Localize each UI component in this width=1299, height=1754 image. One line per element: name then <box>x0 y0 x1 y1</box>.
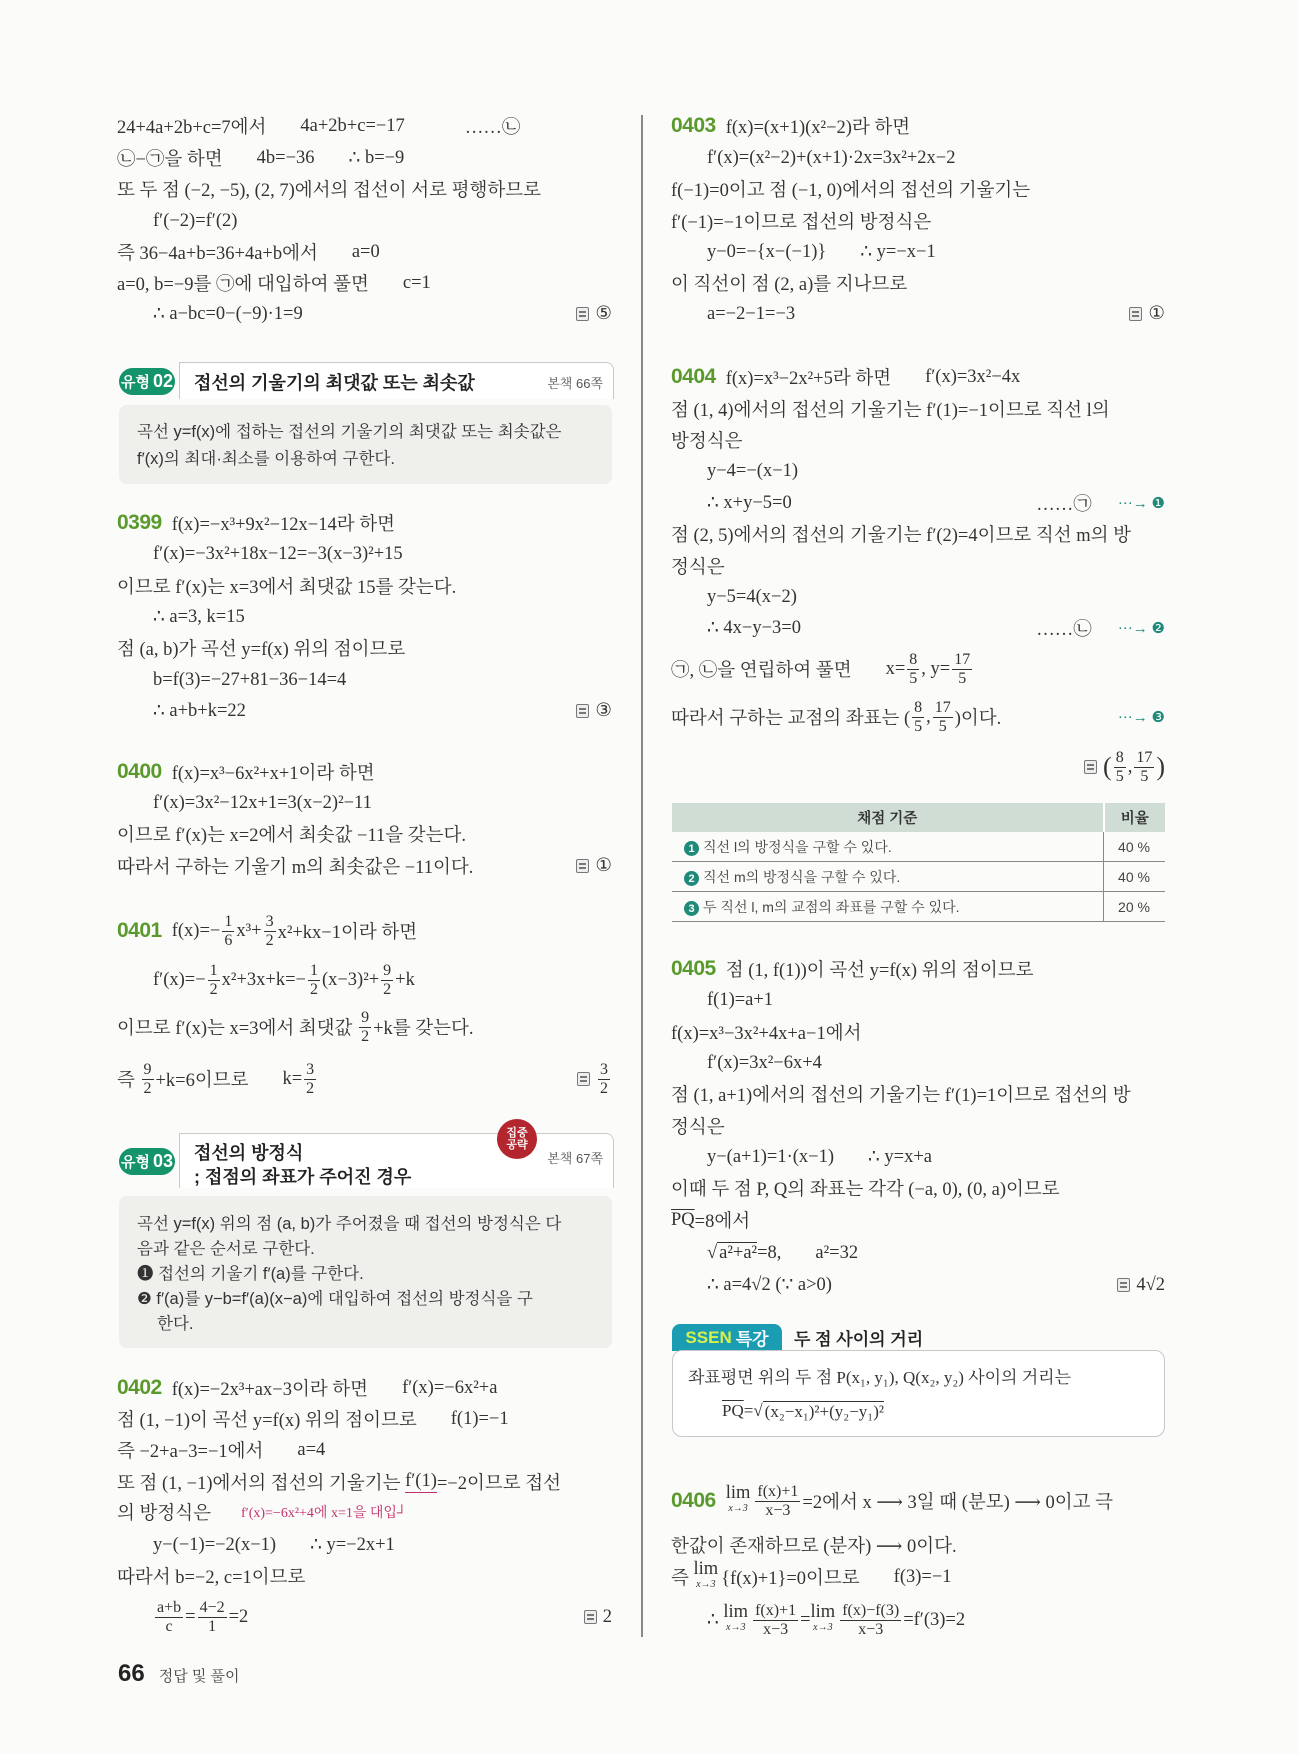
denominator: 5 <box>938 717 947 735</box>
criteria-text: 직선 l의 방정식을 구할 수 있다. <box>703 838 892 855</box>
denominator: 2 <box>383 980 392 998</box>
equation: a=−2−1=−3 <box>707 303 796 324</box>
badge-label: 유형 <box>120 374 150 391</box>
text: f(3)=−1 <box>893 1566 952 1587</box>
sqrt-content: (x₂−x₁)²+(y₂−y₁)² <box>764 1401 884 1421</box>
text: ∴ b=−9 <box>348 148 405 168</box>
answer-value <box>1103 749 1165 786</box>
segment-pq: $\overline{PQ}$ <box>671 1209 695 1230</box>
text: f(x)=−x³+9x²−12x−14라 하면 <box>171 515 395 535</box>
numerator: 17 <box>1136 748 1153 766</box>
lim-text: lim <box>693 1559 719 1579</box>
text: 이므로 f′(x)는 x=3에서 최댓값 15를 갖는다. <box>117 578 457 598</box>
text: = <box>800 1609 811 1630</box>
label-mark: ……㉡ <box>1036 620 1092 640</box>
equation: f′(x)=(x²−2)+(x+1)·2x=3x²+2x−2 <box>707 147 956 168</box>
fraction <box>208 962 220 999</box>
answer <box>576 294 612 334</box>
text: 방정식은 <box>671 432 743 452</box>
fraction <box>1114 749 1126 786</box>
equation: f′(−2)=f′(2) <box>153 210 238 231</box>
text: =f′(3)=2 <box>903 1609 966 1630</box>
text: =8에서 <box>694 1212 751 1232</box>
sqrt-sign: =√ <box>743 1401 763 1420</box>
answer-icon <box>1129 307 1142 321</box>
answer <box>1129 294 1165 334</box>
column-header: 채점 기준 <box>672 803 1104 832</box>
denominator: x−3 <box>858 1620 884 1638</box>
equation: y−5=4(x−2) <box>707 586 797 607</box>
answer-icon <box>1084 760 1097 774</box>
step-number-icon: 2 <box>684 871 699 886</box>
step-number-icon: 3 <box>684 901 699 916</box>
text: f′(x)=− <box>153 969 206 990</box>
answer-icon <box>576 704 589 718</box>
text: {f(x)+1}=0이므로 <box>721 1569 860 1589</box>
fraction <box>755 1483 800 1520</box>
equation: ∴ y=x+a <box>868 1147 932 1167</box>
denominator: c <box>165 1617 173 1635</box>
tip-step: 한다. <box>157 1315 194 1333</box>
fraction <box>840 1602 901 1639</box>
denominator: 5 <box>1140 767 1149 785</box>
numerator: 8 <box>1115 748 1124 766</box>
text: +k=6이므로 <box>155 1071 249 1091</box>
text: 따라서 b=−2, c=1이므로 <box>117 1568 306 1588</box>
equation: f′(x)=−3x²+18x−12=−3(x−3)²+15 <box>153 543 403 564</box>
answer-icon <box>584 1610 597 1624</box>
denominator: 6 <box>224 931 233 949</box>
numerator: 4−2 <box>199 1598 225 1616</box>
text: 따라서 구하는 교점의 좌표는 ( <box>671 709 911 729</box>
text: f′(−1)=−1이므로 접선의 방정식은 <box>671 213 932 233</box>
text: 점 (1, a+1)에서의 접선의 기울기는 f′(1)=1이므로 접선의 방 <box>671 1086 1131 1106</box>
tip-text: 곡선 y=f(x)에 접하는 접선의 기울기의 최댓값 또는 최솟값은 <box>137 423 562 441</box>
text: x³+ <box>236 920 262 941</box>
equation: ∴ a=3, k=15 <box>153 607 245 627</box>
numerator: 17 <box>934 698 951 716</box>
column-divider <box>641 115 643 1637</box>
numerator: f(x)+1 <box>757 1482 799 1500</box>
text: f(x)=x³−2x²+5라 하면 <box>725 369 892 389</box>
problem-number: 0403 <box>671 114 716 137</box>
ssen-tab-label: 특강 <box>735 1330 769 1349</box>
text: ㉠, ㉡을 연립하여 풀면 <box>671 661 852 681</box>
text: )이다. <box>954 709 1002 729</box>
page-number: 66 <box>118 1660 145 1687</box>
fraction <box>142 1061 154 1098</box>
text: 점 (1, −1)이 곡선 y=f(x) 위의 점이므로 <box>117 1411 417 1431</box>
denominator: 2 <box>306 1079 315 1097</box>
page-reference: 본책 67쪽 <box>547 1151 603 1166</box>
badge-number: 02 <box>152 371 173 391</box>
numerator: 9 <box>143 1060 152 1078</box>
denominator: 2 <box>309 980 318 998</box>
badge-number: 03 <box>152 1151 173 1171</box>
ssen-title: 두 점 사이의 거리 <box>794 1330 924 1349</box>
text: x²+kx−1이라 하면 <box>277 923 418 943</box>
separator: , <box>1127 756 1133 777</box>
text: , y= <box>921 658 951 679</box>
denominator: 5 <box>909 669 918 687</box>
limit <box>811 1604 836 1636</box>
numerator: 1 <box>224 912 233 930</box>
text: 4a+2b+c=−17 <box>300 115 405 136</box>
denominator: 2 <box>600 1079 608 1097</box>
text: 정식은 <box>671 1118 725 1138</box>
section-title: 접선의 기울기의 최댓값 또는 최솟값 <box>194 373 475 393</box>
ssen-text: 좌표평면 위의 두 점 P(x₁, y₁), Q(x₂, y₂) 사이의 거리는 <box>688 1367 1071 1387</box>
type-badge <box>119 368 175 395</box>
denominator: 1 <box>208 1617 217 1635</box>
limit <box>726 1485 751 1517</box>
step-number-icon: 1 <box>684 841 699 856</box>
text: 또 두 점 (−2, −5), (2, 7)에서의 접선이 서로 평행하므로 <box>117 181 541 201</box>
numerator: 9 <box>383 961 392 979</box>
paren: ( <box>1103 752 1112 781</box>
equation: ∴ y=−x−1 <box>860 242 936 262</box>
answer-value: 2 <box>602 1606 612 1627</box>
criteria-text: 직선 m의 방정식을 구할 수 있다. <box>703 868 901 885</box>
ratio-cell: 40 % <box>1104 832 1166 862</box>
step-marker: ···→ ❶ <box>1117 495 1165 512</box>
text: 이므로 f′(x)는 x=2에서 최솟값 −11을 갖는다. <box>117 826 467 846</box>
fraction <box>1134 749 1154 786</box>
sqrt-sign: √ <box>707 1242 718 1263</box>
denominator: 5 <box>914 717 923 735</box>
fraction <box>155 1599 183 1636</box>
badge-label: 유형 <box>120 1154 150 1171</box>
paren: ) <box>1156 752 1165 781</box>
lim-text: lim <box>723 1602 749 1622</box>
problem-number: 0405 <box>671 957 716 980</box>
section-subtitle: ; 접점의 좌표가 주어진 경우 <box>194 1167 412 1187</box>
table-header-row <box>672 803 1165 832</box>
text: a=0, b=−9를 ㉠에 대입하여 풀면 <box>117 275 369 295</box>
problem-number: 0399 <box>117 511 162 534</box>
text: ∴ <box>707 1610 719 1630</box>
equation: b=f(3)=−27+81−36−14=4 <box>153 669 347 690</box>
numerator: f(x)−f(3) <box>842 1601 900 1619</box>
equation: f′(x)=3x²−12x+1=3(x−2)²−11 <box>153 792 372 813</box>
tip-box <box>119 405 612 484</box>
ratio-cell: 20 % <box>1104 892 1166 922</box>
table-row <box>672 862 1165 892</box>
tip-text: 곡선 y=f(x) 위의 점 (a, b)가 주어졌을 때 접선의 방정식은 다 <box>137 1215 562 1233</box>
text: +k를 갖는다. <box>373 1019 474 1039</box>
fraction <box>907 651 919 688</box>
scoring-table <box>672 803 1165 922</box>
text: 점 (1, 4)에서의 접선의 기울기는 f′(1)=−1이므로 직선 l의 <box>671 401 1110 421</box>
tip-box <box>119 1196 612 1348</box>
text: 즉 36−4a+b=36+4a+b에서 <box>117 244 318 264</box>
denominator: 2 <box>209 980 218 998</box>
step-marker: ···→ ❷ <box>1117 620 1165 637</box>
fraction <box>381 962 393 999</box>
answer <box>1084 747 1165 787</box>
text: (x−3)²+ <box>321 969 380 990</box>
equation: y−(−1)=−2(x−1) <box>153 1534 277 1555</box>
answer <box>576 691 612 731</box>
numerator: 17 <box>954 650 971 668</box>
text: f′(x)=−6x²+a <box>402 1377 498 1398</box>
annotation-note: f′(x)=−6x²+4에 x=1을 대입┘ <box>240 1506 407 1521</box>
text: 이때 두 점 P, Q의 좌표는 각각 (−a, 0), (0, a)이므로 <box>671 1180 1060 1200</box>
answer-icon <box>1117 1278 1130 1292</box>
numerator: 8 <box>914 698 923 716</box>
text: f(1)=−1 <box>450 1408 509 1429</box>
table-row <box>672 832 1165 862</box>
equation: =8, <box>757 1242 782 1263</box>
equation: ∴ x+y−5=0 <box>707 493 792 513</box>
label-mark: ……㉡ <box>464 118 521 138</box>
tip-step: ❶ 접선의 기울기 f′(a)를 구한다. <box>137 1265 364 1283</box>
equation: y−(a+1)=1·(x−1) <box>707 1146 834 1167</box>
text: 즉 <box>671 1569 689 1589</box>
answer-icon <box>576 307 589 321</box>
type-badge <box>119 1148 175 1175</box>
text: 점 (2, 5)에서의 접선의 기울기는 f′(2)=4이므로 직선 m의 방 <box>671 526 1131 546</box>
tip-text: 음과 같은 순서로 구한다. <box>137 1240 315 1258</box>
lim-subscript: x→3 <box>726 1622 746 1633</box>
text: c=1 <box>402 272 431 293</box>
text: f′(x)=3x²−4x <box>925 366 1021 387</box>
problem-number: 0402 <box>117 1376 162 1399</box>
fraction <box>308 962 320 999</box>
step-marker: ···→ ❸ <box>1117 709 1165 726</box>
footer-title: 정답 및 풀이 <box>158 1668 240 1685</box>
answer-value: ⑤ <box>595 304 612 324</box>
text: 또 점 (1, −1)에서의 접선의 기울기는 <box>117 1474 401 1494</box>
text: 의 방정식은 <box>117 1504 211 1524</box>
equation: ∴ 4x−y−3=0 <box>707 618 801 638</box>
answer-value: ③ <box>595 701 612 721</box>
ssen-tab-label: SSEN <box>685 1327 732 1347</box>
text: 이므로 f′(x)는 x=3에서 최댓값 <box>117 1019 353 1039</box>
answer <box>576 846 612 886</box>
equation: y−0=−{x−(−1)} <box>707 241 827 262</box>
denominator: x−3 <box>765 1501 791 1519</box>
fraction <box>912 699 924 736</box>
tip-text: f′(x)의 최대·최소를 이용하여 구한다. <box>137 450 395 468</box>
fraction <box>198 1599 227 1636</box>
column-header: 비율 <box>1104 803 1166 832</box>
text: 점 (a, b)가 곡선 y=f(x) 위의 점이므로 <box>117 640 406 660</box>
text: f(−1)=0이고 점 (−1, 0)에서의 접선의 기울기는 <box>671 181 1031 201</box>
text: 24+4a+2b+c=7에서 <box>117 118 267 138</box>
criteria-text: 두 직선 l, m의 교점의 좌표를 구할 수 있다. <box>703 898 960 915</box>
text: a=0 <box>351 241 380 262</box>
text: f(x)=−2x³+ax−3이라 하면 <box>171 1380 369 1400</box>
text: x²+3x+k=− <box>221 969 306 990</box>
numerator: 3 <box>600 1060 608 1078</box>
text: f(x)=x³−3x²+4x+a−1에서 <box>671 1024 862 1044</box>
lim-text: lim <box>810 1602 836 1622</box>
fraction <box>304 1061 316 1098</box>
denominator: 2 <box>265 931 274 949</box>
lim-text: lim <box>725 1483 751 1503</box>
limit <box>723 1604 748 1636</box>
answer-value: ① <box>595 856 612 876</box>
text: 따라서 구하는 기울기 m의 최솟값은 −11이다. <box>117 858 474 878</box>
text: ㉡−㉠을 하면 <box>117 150 223 170</box>
text: +k <box>395 969 415 990</box>
focus-badge-label: 집중 공략 <box>506 1127 528 1151</box>
answer-value <box>598 1061 610 1098</box>
text: f(x)=− <box>171 920 221 941</box>
text: 이 직선이 점 (2, a)를 지나므로 <box>671 275 908 295</box>
equation: ∴ a=4√2 (∵ a>0) <box>707 1275 832 1295</box>
underlined-term: f′(1) <box>405 1471 437 1491</box>
text: 즉 <box>117 1071 135 1091</box>
lim-subscript: x→3 <box>813 1622 833 1633</box>
problem-number: 0404 <box>671 365 716 388</box>
text: 4b=−36 <box>256 147 315 168</box>
numerator: 8 <box>909 650 918 668</box>
page-reference: 본책 66쪽 <box>547 376 603 391</box>
text: 정식은 <box>671 558 725 578</box>
answer-value: ① <box>1148 304 1165 324</box>
numerator: 1 <box>309 961 318 979</box>
problem-number: 0400 <box>117 760 162 783</box>
denominator: 5 <box>958 669 967 687</box>
fraction <box>952 651 972 688</box>
answer-icon <box>577 1072 590 1086</box>
answer-icon <box>576 859 589 873</box>
text: 한값이 존재하므로 (분자) ⟶ 0이다. <box>671 1537 957 1557</box>
text: 즉 −2+a−3=−1에서 <box>117 1442 264 1462</box>
ratio-cell: 40 % <box>1104 862 1166 892</box>
equation: ∴ a−bc=0−(−9)·1=9 <box>153 304 303 324</box>
segment-pq: $\overline{PQ}$ <box>722 1401 744 1420</box>
sqrt-content: a²+a² <box>719 1243 758 1263</box>
problem-number: 0406 <box>671 1489 716 1512</box>
fraction <box>359 1009 371 1046</box>
fraction <box>264 913 276 950</box>
numerator: 3 <box>265 912 274 930</box>
text: f(x)=x³−6x²+x+1이라 하면 <box>171 764 375 784</box>
text: =2 <box>228 1606 249 1627</box>
text: , <box>926 706 931 727</box>
ssen-tab <box>672 1324 782 1351</box>
limit <box>694 1561 719 1593</box>
fraction <box>933 699 953 736</box>
denominator: 5 <box>1115 767 1124 785</box>
numerator: a+b <box>157 1598 182 1616</box>
text: k= <box>282 1068 303 1089</box>
answer <box>1117 1265 1165 1305</box>
answer-value: 4√2 <box>1136 1274 1165 1295</box>
problem-number: 0401 <box>117 919 162 942</box>
text: =2에서 x ⟶ 3일 때 (분모) ⟶ 0이고 극 <box>802 1493 1114 1513</box>
equation: a²=32 <box>815 1242 859 1263</box>
label-mark: ……㉠ <box>1036 495 1092 515</box>
fraction <box>222 913 234 950</box>
numerator: 3 <box>306 1060 315 1078</box>
table-row <box>672 892 1165 922</box>
tip-step: ❷ f′(a)를 y−b=f′(a)(x−a)에 대입하여 접선의 방정식을 구 <box>137 1290 533 1308</box>
page-footer <box>118 1660 240 1688</box>
text: x= <box>885 658 906 679</box>
lim-subscript: x→3 <box>728 1503 748 1514</box>
answer <box>577 1059 612 1099</box>
text: = <box>185 1606 196 1627</box>
lim-subscript: x→3 <box>696 1579 716 1590</box>
section-title: 접선의 방정식 <box>194 1143 304 1163</box>
equation: ∴ a+b+k=22 <box>153 701 246 721</box>
text: 점 (1, f(1))이 곡선 y=f(x) 위의 점이므로 <box>725 961 1034 981</box>
denominator: 2 <box>361 1027 370 1045</box>
numerator: 1 <box>209 961 218 979</box>
text: a=4 <box>297 1439 326 1460</box>
fraction <box>753 1602 798 1639</box>
denominator: 2 <box>143 1079 152 1097</box>
numerator: 9 <box>361 1008 370 1026</box>
equation: ∴ y=−2x+1 <box>310 1535 395 1555</box>
answer <box>584 1597 612 1637</box>
text: f(x)=(x+1)(x²−2)라 하면 <box>725 118 911 138</box>
text: =−2이므로 접선 <box>436 1474 561 1494</box>
numerator: f(x)+1 <box>755 1601 797 1619</box>
focus-badge <box>497 1119 537 1159</box>
equation: f′(x)=3x²−6x+4 <box>707 1052 822 1073</box>
denominator: x−3 <box>763 1620 789 1638</box>
equation: f(1)=a+1 <box>707 989 774 1010</box>
equation: y−4=−(x−1) <box>707 460 799 481</box>
